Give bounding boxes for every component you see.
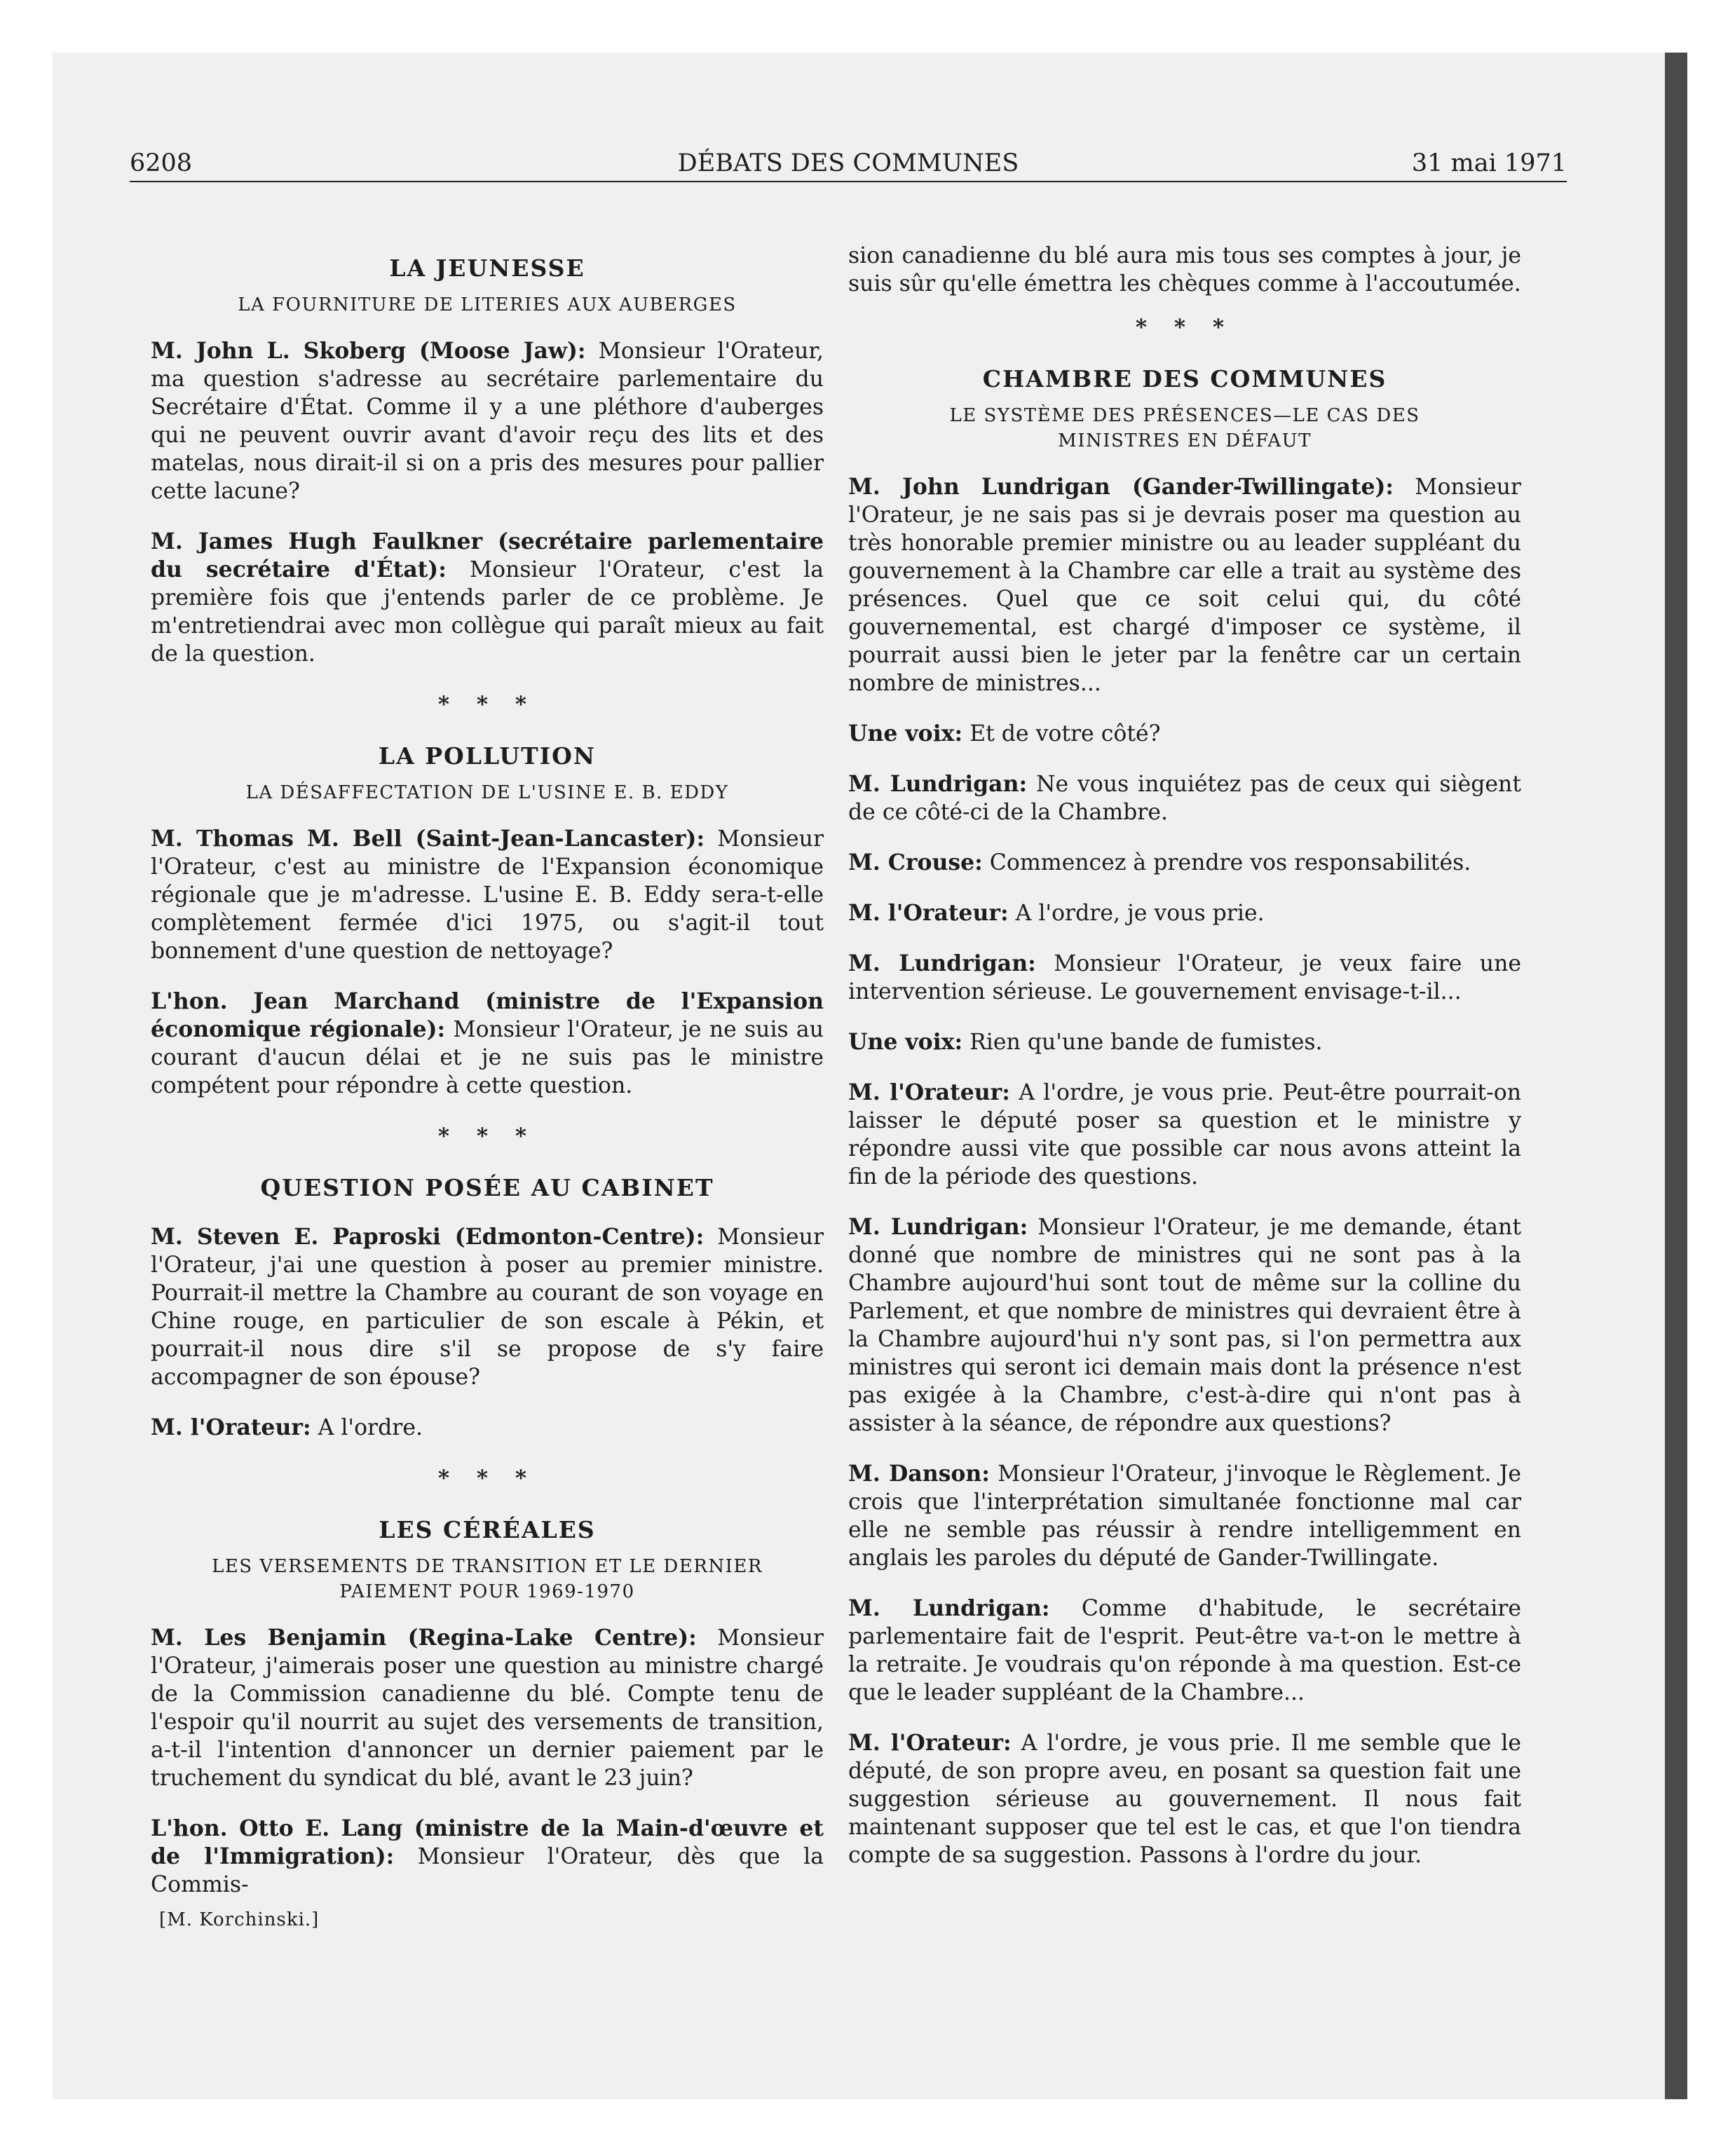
speaker-name: Une voix: <box>848 1029 963 1055</box>
speech-orateur-1 <box>848 899 1521 927</box>
speech-skoberg <box>151 337 824 505</box>
speech-text: Comme d'habitude, le secrétaire parlementaire fait de l'esprit. Peut-être va-t-on le mettre à la retraite. Je voudrais qu'on réponde à ma question. Est-ce que le leader suppléant de la Chambre... <box>848 1596 1521 1705</box>
speaker-name: M. James Hugh Faulkner (secrétaire parlementaire du secrétaire d'État): <box>151 528 824 582</box>
section-separator: * * * <box>437 1124 537 1149</box>
speaker-name: M. Crouse: <box>848 850 983 875</box>
speech-marchand <box>151 988 824 1100</box>
left-column <box>151 242 824 1934</box>
section-separator: * * * <box>1135 315 1234 340</box>
speech-text: Monsieur l'Orateur, c'est au ministre de l'Expansion économique régionale que je m'adresse. L'usine E. B. Eddy sera-t-elle complètement fermée d'ici 1975, ou s'agit-il tout bonnement d'une question de nettoyage? <box>151 826 824 964</box>
section-subtitle-eddy: LA DÉSAFFECTATION DE L'USINE E. B. EDDY <box>245 782 729 803</box>
speech-text: Monsieur l'Orateur, je ne suis au courant d'aucun délai et je ne suis pas le ministre compétent pour répondre à cette question. <box>151 1017 824 1098</box>
speech-danson <box>848 1460 1521 1572</box>
speaker-name: M. l'Orateur: <box>151 1414 311 1440</box>
speech-lundrigan-3 <box>848 950 1521 1006</box>
speech-faulkner <box>151 528 824 668</box>
speaker-name: L'hon. Otto E. Lang (ministre de la Main-d'œuvre et de l'Immigration): <box>151 1815 824 1869</box>
speaker-name: M. Lundrigan: <box>848 1595 1050 1621</box>
section-title-chambre: CHAMBRE DES COMMUNES <box>982 365 1387 393</box>
section-title-pollution: LA POLLUTION <box>378 742 597 770</box>
speech-orateur-3 <box>848 1729 1521 1869</box>
speaker-name: M. l'Orateur: <box>848 900 1009 926</box>
speaker-name: L'hon. Jean Marchand (ministre de l'Expansion économique régionale): <box>151 988 824 1042</box>
section-subtitle-versements: LES VERSEMENTS DE TRANSITION ET LE DERNIER PAIEMENT POUR 1969-1970 <box>212 1556 763 1602</box>
speaker-name: M. Thomas M. Bell (Saint-Jean-Lancaster): <box>151 826 705 852</box>
speech-text: Monsieur l'Orateur, ma question s'adresse au secrétaire parlementaire du Secrétaire d'État. Comme il y a une pléthore d'auberges qui ne peuvent ouvrir avant d'avoir reçu des lits et des matelas, nous dirait-il si on a pris des mesures pour pallier cette lacune? <box>151 339 824 504</box>
speech-text: Monsieur l'Orateur, j'aimerais poser une question au ministre chargé de la Commission canadienne du blé. Compte tenu de l'espoir qu'il nourrit au sujet des versements de transition, a-t-il l'intention d'annoncer un dernier paiement par le truchement du syndicat du blé, avant le 23 juin? <box>151 1625 824 1791</box>
speech-text: Monsieur l'Orateur, j'invoque le Règlement. Je crois que l'interprétation simultanée fonctionne mal car elle ne semble pas réussir à rendre intelligemment en anglais les paroles du député de Gander-Twillingate. <box>848 1461 1521 1571</box>
speech-lundrigan-2 <box>848 770 1521 826</box>
speaker-name: M. l'Orateur: <box>848 1730 1012 1756</box>
speech-orateur-2 <box>848 1079 1521 1191</box>
header-rule <box>130 181 1567 182</box>
page-number: 6208 <box>130 149 193 177</box>
speech-text: Monsieur l'Orateur, je ne sais pas si je devrais poser ma question au très honorable premier ministre ou au leader suppléant du gouvernement à la Chambre car elle a trait au système des présences. Quel que ce soit celui qui, du côté gouvernemental, est chargé d'imposer ce système, il pourrait aussi bien le jeter par la fenêtre car un certain nombre de ministres... <box>848 475 1521 696</box>
speaker-name: M. Lundrigan: <box>848 771 1028 797</box>
speech-text: Monsieur l'Orateur, je veux faire une intervention sérieuse. Le gouvernement envisage-t-il... <box>848 951 1521 1004</box>
speech-paproski <box>151 1223 824 1391</box>
page-header <box>130 149 1567 183</box>
speech-text: A l'ordre. <box>311 1415 423 1440</box>
speech-text: Et de votre côté? <box>962 721 1161 746</box>
speaker-reference-note: [M. Korchinski.] <box>159 1909 320 1930</box>
speech-text: A l'ordre, je vous prie. Il me semble que le député, de son propre aveu, en posant sa question fait une suggestion sérieuse au gouvernement. Il nous fait maintenant supposer que tel est le cas, et que l'on tiendra compte de sa suggestion. Passons à l'ordre du jour. <box>848 1731 1521 1868</box>
speech-lundrigan-1 <box>848 473 1521 697</box>
speech-lundrigan-5 <box>848 1595 1521 1707</box>
speech-text: A l'ordre, je vous prie. Peut-être pourrait-on laisser le député poser sa question et le ministre y répondre aussi vite que possible car nous avons atteint la fin de la période des questions. <box>848 1080 1522 1189</box>
right-column <box>848 242 1521 1892</box>
speaker-name: M. Lundrigan: <box>848 1214 1028 1240</box>
speech-text: Commencez à prendre vos responsabilités. <box>982 850 1471 875</box>
speech-une-voix-1 <box>848 720 1521 748</box>
speaker-name: M. Danson: <box>848 1461 990 1487</box>
speech-text: Monsieur l'Orateur, dès que la Commis- <box>151 1844 824 1897</box>
speech-crouse <box>848 849 1521 877</box>
speaker-name: M. Lundrigan: <box>848 950 1036 976</box>
section-title-cereales: LES CÉRÉALES <box>379 1516 596 1543</box>
publication-title: DÉBATS DES COMMUNES <box>677 149 1019 177</box>
speech-bell <box>151 825 824 965</box>
page-date: 31 mai 1971 <box>1411 149 1567 177</box>
section-title-cabinet: QUESTION POSÉE AU CABINET <box>260 1174 714 1201</box>
section-subtitle-literies: LA FOURNITURE DE LITERIES AUX AUBERGES <box>238 294 737 315</box>
speech-text: Ne vous inquiétez pas de ceux qui siègent de ce côté-ci de la Chambre. <box>848 772 1521 825</box>
speaker-name: M. John Lundrigan (Gander-Twillingate): <box>848 474 1394 500</box>
speech-text: Monsieur l'Orateur, je me demande, étant donné que nombre de ministres qui ne sont pas à la Chambre aujourd'hui sont tout de même sur la colline du Parlement, et que nombre de ministres qui devraient être à la Chambre aujourd'hui n'y sont pas, si l'on permettra aux ministres qui seront ici demain mais dont la présence n'est pas exigée à la Chambre, c'est-à-dire qui n'ont pas à assister à la séance, de répondre aux questions? <box>848 1215 1521 1436</box>
speech-une-voix-2 <box>848 1028 1521 1056</box>
speech-orateur <box>151 1414 824 1442</box>
speech-text: Monsieur l'Orateur, j'ai une question à poser au premier ministre. Pourrait-il mettre la Chambre au courant de son voyage en Chine rouge, en particulier de son escale à Pékin, et pourrait-il nous dire s'il se propose de s'y faire accompagner de son épouse? <box>151 1224 824 1390</box>
speaker-name: M. John L. Skoberg (Moose Jaw): <box>151 338 586 364</box>
binding-edge <box>1665 53 1687 2099</box>
section-separator: * * * <box>437 692 537 717</box>
speech-lang-continuation: sion canadienne du blé aura mis tous ses comptes à jour, je suis sûr qu'elle émettra les chèques comme à l'accoutumée. <box>848 243 1521 296</box>
section-title-jeunesse: LA JEUNESSE <box>389 254 585 282</box>
speech-text: A l'ordre, je vous prie. <box>1008 901 1265 926</box>
speech-lang <box>151 1815 824 1899</box>
speaker-name: M. Les Benjamin (Regina-Lake Centre): <box>151 1625 697 1651</box>
speech-benjamin <box>151 1624 824 1792</box>
section-separator: * * * <box>437 1466 537 1491</box>
speaker-name: M. l'Orateur: <box>848 1079 1010 1105</box>
speech-text: Monsieur l'Orateur, c'est la première fois que j'entends parler de ce problème. Je m'entretiendrai avec mon collègue qui paraît mieux au fait de la question. <box>151 557 824 667</box>
section-subtitle-presences: LE SYSTÈME DES PRÉSENCES—LE CAS DES MINISTRES EN DÉFAUT <box>949 405 1420 451</box>
speaker-name: Une voix: <box>848 721 963 746</box>
speaker-name: M. Steven E. Paproski (Edmonton-Centre): <box>151 1224 705 1250</box>
speech-lundrigan-4 <box>848 1213 1521 1438</box>
speech-text: Rien qu'une bande de fumistes. <box>962 1030 1323 1055</box>
